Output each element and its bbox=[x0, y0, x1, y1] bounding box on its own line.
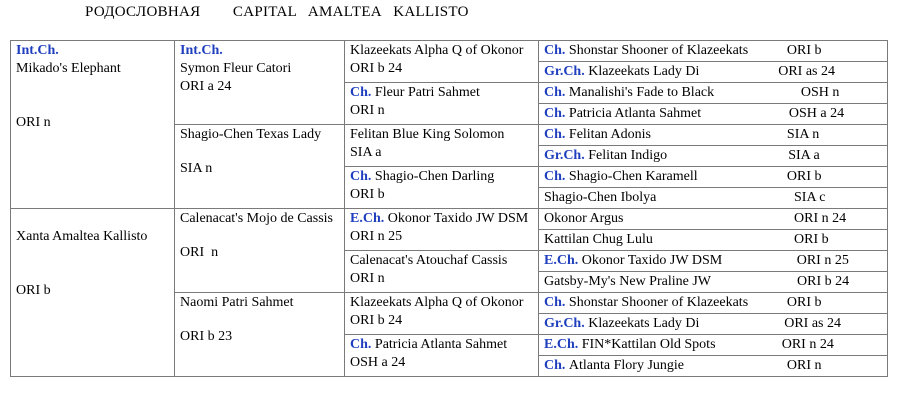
gen2-code: SIA n bbox=[180, 161, 213, 176]
gen3-cell-8 bbox=[345, 335, 539, 377]
gen3-code: SIA a bbox=[350, 145, 382, 160]
gen4-cell-10 bbox=[539, 230, 888, 251]
gen4-cell-12 bbox=[539, 272, 888, 293]
gen2-code: ORI b 23 bbox=[180, 329, 233, 344]
pedigree-label: РОДОСЛОВНАЯ bbox=[85, 4, 201, 20]
gen4-title: Gr.Ch. bbox=[544, 148, 585, 163]
gen4-title: Gr.Ch. bbox=[544, 316, 585, 331]
gen4-code: SIA c bbox=[794, 190, 826, 205]
gen2-code: ORI n bbox=[180, 245, 219, 260]
gen3-name: Calenacat's Atouchaf Cassis bbox=[350, 253, 508, 268]
gen3-cell-7 bbox=[345, 293, 539, 335]
gen4-name: Shonstar Shooner of Klazeekats bbox=[568, 295, 749, 310]
gen2-cell-3 bbox=[175, 209, 345, 293]
gen4-code: ORI b bbox=[786, 295, 822, 310]
gen3-cell-5 bbox=[345, 209, 539, 251]
gen4-cell-4 bbox=[539, 104, 888, 125]
gen4-title: Ch. bbox=[544, 43, 566, 58]
gen3-code: ORI b 24 bbox=[350, 61, 403, 76]
gen4-code: ORI b bbox=[786, 169, 822, 184]
gen3-name: Klazeekats Alpha Q of Okonor bbox=[350, 295, 524, 310]
gen4-title: E.Ch. bbox=[544, 253, 579, 268]
gen3-cell-2 bbox=[345, 83, 539, 125]
gen2-code: ORI a 24 bbox=[180, 79, 232, 94]
gen4-code: ORI n bbox=[786, 358, 822, 373]
dam-name: Xanta Amaltea Kallisto bbox=[16, 229, 148, 244]
gen3-name: Shagio-Chen Darling bbox=[374, 169, 495, 184]
gen4-cell-1 bbox=[539, 41, 888, 62]
gen2-name: Shagio-Chen Texas Lady bbox=[180, 127, 322, 142]
gen3-title: E.Ch. bbox=[350, 211, 385, 226]
pedigree-table bbox=[10, 40, 888, 377]
gen3-name: Patricia Atlanta Sahmet bbox=[374, 337, 508, 352]
gen3-code: ORI n bbox=[350, 271, 385, 286]
gen4-cell-7 bbox=[539, 167, 888, 188]
gen2-name: Symon Fleur Catori bbox=[180, 61, 292, 76]
gen4-name: Klazeekats Lady Di bbox=[588, 64, 700, 79]
gen3-title: Ch. bbox=[350, 169, 372, 184]
gen3-code: ORI n 25 bbox=[350, 229, 403, 244]
gen4-cell-6 bbox=[539, 146, 888, 167]
sire-title: Int.Ch. bbox=[16, 43, 59, 58]
gen4-title: Ch. bbox=[544, 106, 566, 121]
gen4-title: Ch. bbox=[544, 127, 566, 142]
gen4-cell-2 bbox=[539, 62, 888, 83]
gen4-name: Okonor Taxido JW DSM bbox=[581, 253, 723, 268]
gen4-cell-14 bbox=[539, 314, 888, 335]
gen4-code: SIA a bbox=[788, 148, 820, 163]
gen4-name: Gatsby-My's New Praline JW bbox=[544, 274, 711, 289]
gen4-cell-8 bbox=[539, 188, 888, 209]
gen3-code: ORI b bbox=[350, 187, 385, 202]
sire-code: ORI n bbox=[16, 115, 51, 130]
gen4-name: Shagio-Chen Ibolya bbox=[544, 190, 657, 205]
gen4-code: ORI b bbox=[794, 232, 829, 247]
dam-cell bbox=[11, 209, 175, 377]
gen3-name: Felitan Blue King Solomon bbox=[350, 127, 505, 142]
gen2-cell-4 bbox=[175, 293, 345, 377]
sire-name: Mikado's Elephant bbox=[16, 61, 121, 76]
gen4-code: OSH a 24 bbox=[788, 106, 845, 121]
gen4-name: Okonor Argus bbox=[544, 211, 624, 226]
gen4-code: SIA n bbox=[786, 127, 820, 142]
gen3-code: ORI b 24 bbox=[350, 313, 403, 328]
gen2-cell-2 bbox=[175, 125, 345, 209]
sire-cell bbox=[11, 41, 175, 209]
gen3-code: ORI n bbox=[350, 103, 385, 118]
gen4-name: Shonstar Shooner of Klazeekats bbox=[568, 43, 749, 58]
gen4-title: Ch. bbox=[544, 169, 566, 184]
gen3-cell-6 bbox=[345, 251, 539, 293]
gen4-title: Gr.Ch. bbox=[544, 64, 585, 79]
dam-code: ORI b bbox=[16, 283, 51, 298]
gen4-name: Felitan Adonis bbox=[568, 127, 651, 142]
gen4-code: ORI n 25 bbox=[796, 253, 849, 268]
gen4-name: Klazeekats Lady Di bbox=[588, 316, 700, 331]
gen4-name: Manalishi's Fade to Black bbox=[568, 85, 715, 100]
gen4-name: Shagio-Chen Karamell bbox=[568, 169, 698, 184]
gen4-code: ORI b 24 bbox=[797, 274, 850, 289]
gen4-name: Kattilan Chug Lulu bbox=[544, 232, 653, 247]
gen2-name: Naomi Patri Sahmet bbox=[180, 295, 294, 310]
gen3-name: Klazeekats Alpha Q of Okonor bbox=[350, 43, 524, 58]
gen4-cell-16 bbox=[539, 356, 888, 377]
gen2-title: Int.Ch. bbox=[180, 43, 223, 58]
gen4-name: Patricia Atlanta Sahmet bbox=[568, 106, 702, 121]
gen4-title: Ch. bbox=[544, 85, 566, 100]
gen4-cell-9 bbox=[539, 209, 888, 230]
gen3-name: Okonor Taxido JW DSM bbox=[387, 211, 529, 226]
gen4-name: Felitan Indigo bbox=[588, 148, 668, 163]
gen3-title: Ch. bbox=[350, 337, 372, 352]
gen4-name: FIN*Kattilan Old Spots bbox=[581, 337, 716, 352]
cat-name: CAPITAL AMALTEA KALLISTO bbox=[232, 4, 469, 20]
gen4-cell-15 bbox=[539, 335, 888, 356]
gen4-name: Atlanta Flory Jungie bbox=[568, 358, 685, 373]
gen4-code: OSH n bbox=[800, 85, 840, 100]
gen3-cell-3 bbox=[345, 125, 539, 167]
gen4-cell-5 bbox=[539, 125, 888, 146]
gen3-name: Fleur Patri Sahmet bbox=[374, 85, 480, 100]
gen4-cell-3 bbox=[539, 83, 888, 104]
gen4-code: ORI as 24 bbox=[778, 64, 835, 79]
gen4-title: Ch. bbox=[544, 358, 566, 373]
gen4-code: ORI as 24 bbox=[784, 316, 841, 331]
gen3-title: Ch. bbox=[350, 85, 372, 100]
gen4-code: ORI b bbox=[786, 43, 822, 58]
gen3-code: OSH a 24 bbox=[350, 355, 406, 370]
gen4-code: ORI n 24 bbox=[794, 211, 847, 226]
gen4-cell-11 bbox=[539, 251, 888, 272]
gen2-cell-1 bbox=[175, 41, 345, 125]
document-title bbox=[85, 4, 469, 21]
gen2-name: Calenacat's Mojo de Cassis bbox=[180, 211, 333, 226]
gen4-code: ORI n 24 bbox=[781, 337, 834, 352]
gen4-title: E.Ch. bbox=[544, 337, 579, 352]
gen3-cell-4 bbox=[345, 167, 539, 209]
gen4-cell-13 bbox=[539, 293, 888, 314]
gen4-title: Ch. bbox=[544, 295, 566, 310]
gen3-cell-1 bbox=[345, 41, 539, 83]
